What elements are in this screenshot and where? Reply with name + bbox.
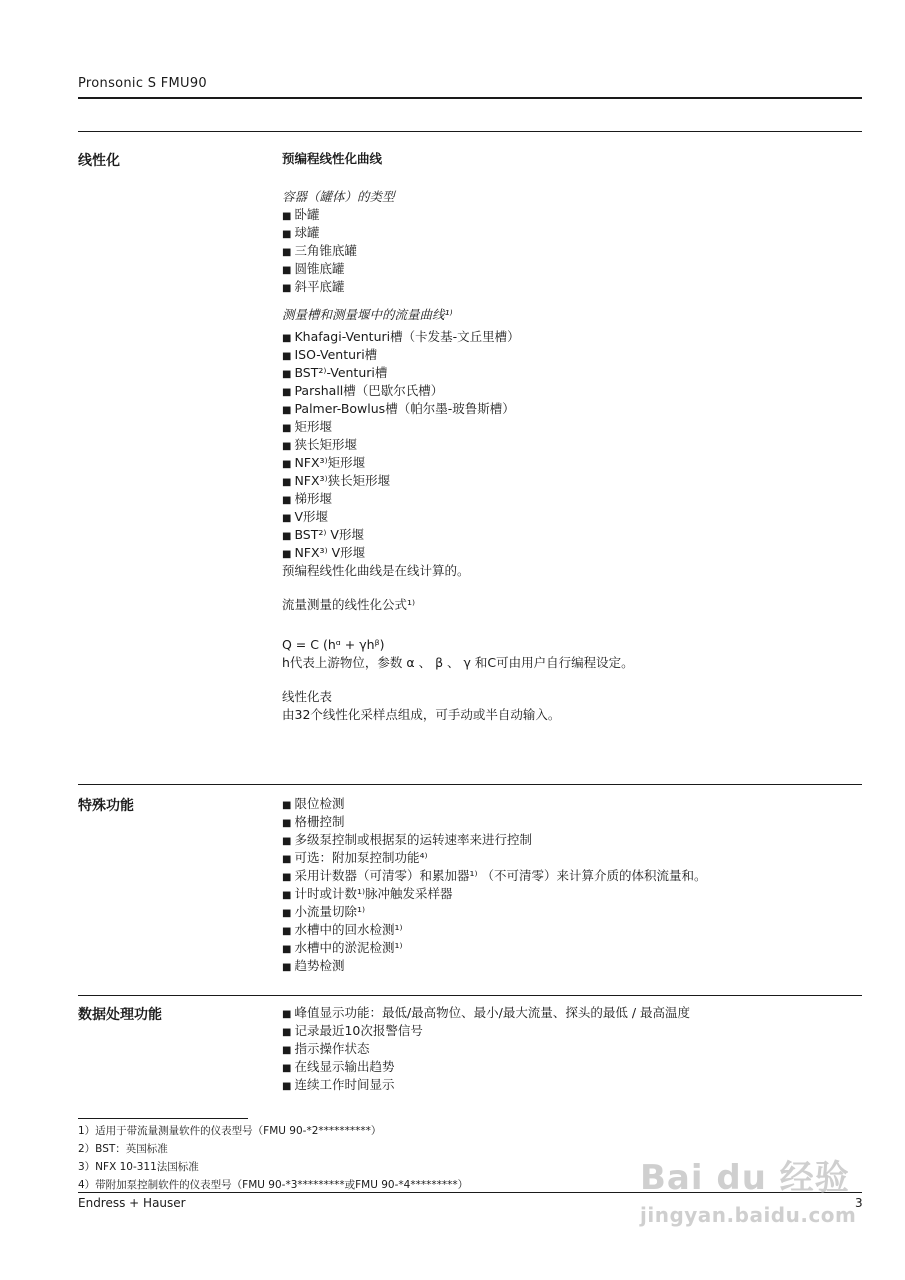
special-function-item: ■ 趋势检测 (282, 957, 707, 975)
special-function-item: ■ 限位检测 (282, 795, 707, 813)
footnotes (78, 1124, 468, 1196)
flume-item: ■ 矩形堰 (282, 418, 634, 436)
flume-item: ■ 狭长矩形堰 (282, 436, 634, 454)
data-function-item: ■ 指示操作状态 (282, 1040, 690, 1058)
section-rule (78, 995, 862, 996)
tank-type-item: ■ 卧罐 (282, 206, 634, 224)
formula-label: 流量测量的线性化公式¹⁾ (282, 597, 416, 612)
special-function-item: ■ 水槽中的回水检测¹⁾ (282, 921, 707, 939)
special-function-item: ■ 小流量切除¹⁾ (282, 903, 707, 921)
watermark-url: jingyan.baidu.com (640, 1203, 857, 1227)
flume-item: ■ Khafagi-Venturi槽（卡发基-文丘里槽） (282, 328, 634, 346)
baidu-watermark (640, 1150, 870, 1270)
footnote-item: 1）适用于带流量测量软件的仪表型号（FMU 90-*2**********） (78, 1125, 382, 1137)
data-function-item: ■ 在线显示输出趋势 (282, 1058, 690, 1076)
page-number: 3 (855, 1196, 863, 1210)
flume-item: ■ NFX³⁾ V形堰 (282, 544, 634, 562)
tank-type-item: ■ 三角锥底罐 (282, 242, 634, 260)
footer-company: Endress + Hauser (78, 1196, 186, 1210)
special-function-item: ■ 格栅控制 (282, 813, 707, 831)
formula-description: h代表上游物位，参数 α 、 β 、 γ 和C可由用户自行编程设定。 (282, 655, 634, 670)
section-rule (78, 131, 862, 132)
section-title-data: 数据处理功能 (78, 1007, 162, 1023)
tank-type-label: 容器（罐体）的类型 (282, 189, 395, 204)
section-title-linearization: 线性化 (78, 153, 120, 169)
tank-type-list (282, 206, 634, 296)
table-label: 线性化表 (282, 689, 333, 704)
linearization-heading: 预编程线性化曲线 (282, 151, 383, 166)
special-function-item: ■ 计时或计数¹⁾脉冲触发采样器 (282, 885, 707, 903)
footnote-item: 4）带附加泵控制软件的仪表型号（FMU 90-*3*********或FMU 90-*4*********） (78, 1179, 469, 1191)
flume-item: ■ Palmer-Bowlus槽（帕尔墨-玻鲁斯槽） (282, 400, 634, 418)
tank-type-item: ■ 球罐 (282, 224, 634, 242)
table-description: 由32个线性化采样点组成，可手动或半自动输入。 (282, 707, 561, 722)
special-function-item: ■ 采用计数器（可清零）和累加器¹⁾ （不可清零）来计算介质的体积流量和。 (282, 867, 707, 885)
flume-curve-label: 测量槽和测量堰中的流量曲线¹⁾ (282, 307, 453, 322)
flume-item: ■ BST²⁾-Venturi槽 (282, 364, 634, 382)
section-title-special: 特殊功能 (78, 798, 134, 814)
tank-type-item: ■ 斜平底罐 (282, 278, 634, 296)
section-rule (78, 784, 862, 785)
tank-type-item: ■ 圆锥底罐 (282, 260, 634, 278)
data-function-item: ■ 记录最近10次报警信号 (282, 1022, 690, 1040)
flume-item: ■ NFX³⁾矩形堰 (282, 454, 634, 472)
special-function-item: ■ 水槽中的淤泥检测¹⁾ (282, 939, 707, 957)
special-function-item: ■ 可选：附加泵控制功能⁴⁾ (282, 849, 707, 867)
flume-item: ■ NFX³⁾狭长矩形堰 (282, 472, 634, 490)
data-function-item: ■ 连续工作时间显示 (282, 1076, 690, 1094)
flume-item: ■ BST²⁾ V形堰 (282, 526, 634, 544)
header-rule (78, 97, 862, 99)
flume-item: ■ Parshall槽（巴歇尔氏槽） (282, 382, 634, 400)
footnote-item: 3）NFX 10-311法国标准 (78, 1161, 199, 1173)
document-header-title: Pronsonic S FMU90 (78, 76, 207, 91)
formula: Q = C (hᵅ + γhᵝ) (282, 637, 385, 652)
online-calc-text: 预编程线性化曲线是在线计算的。 (282, 563, 470, 578)
footnote-rule (78, 1118, 248, 1119)
data-function-list (282, 1004, 690, 1094)
special-function-list (282, 795, 707, 975)
flume-item: ■ V形堰 (282, 508, 634, 526)
flume-list (282, 328, 634, 562)
flume-item: ■ ISO-Venturi槽 (282, 346, 634, 364)
special-function-item: ■ 多级泵控制或根据泵的运转速率来进行控制 (282, 831, 707, 849)
flume-item: ■ 梯形堰 (282, 490, 634, 508)
data-function-item: ■ 峰值显示功能：最低/最高物位、最小/最大流量、探头的最低 / 最高温度 (282, 1004, 690, 1022)
watermark-brand: Bai du 经验 (640, 1158, 850, 1198)
linearization-content (282, 150, 634, 724)
footnote-item: 2）BST：英国标准 (78, 1143, 168, 1155)
